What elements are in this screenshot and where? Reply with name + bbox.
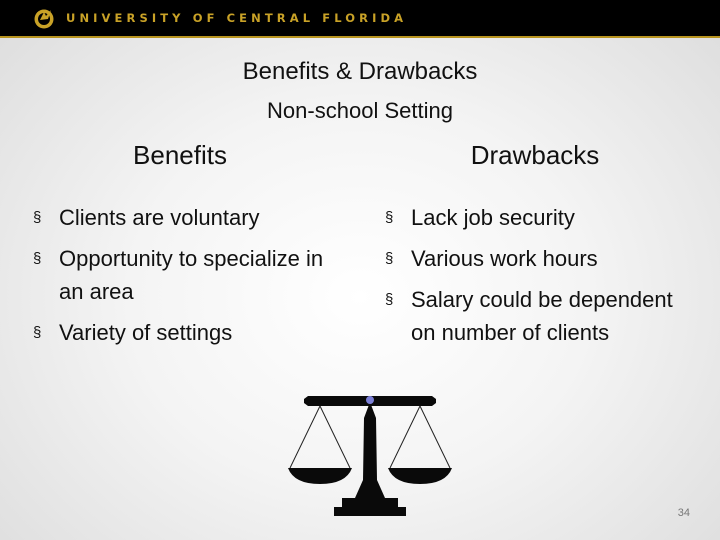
- list-item: [385, 242, 685, 275]
- pegasus-logo-icon: [33, 6, 55, 30]
- list-item: [33, 242, 333, 308]
- list-item-text: Various work hours: [411, 246, 598, 271]
- slide-subtitle: Non-school Setting: [267, 98, 453, 123]
- header-divider: [0, 36, 720, 38]
- list-item: [33, 316, 333, 349]
- bullet-icon: §: [385, 291, 394, 308]
- benefits-list: [33, 201, 333, 357]
- bullet-icon: §: [33, 209, 42, 226]
- balance-scale-icon: [280, 388, 460, 520]
- org-name: UNIVERSITY OF CENTRAL FLORIDA: [66, 11, 408, 25]
- list-item: [385, 283, 685, 349]
- bullet-icon: §: [385, 209, 394, 226]
- list-item: [33, 201, 333, 234]
- list-item-text: Clients are voluntary: [59, 205, 260, 230]
- list-item-text: Opportunity to specialize in an area: [59, 246, 324, 304]
- page-number: 34: [677, 507, 690, 519]
- bullet-icon: §: [33, 324, 42, 341]
- slide-title: Benefits & Drawbacks: [242, 58, 478, 85]
- drawbacks-heading: Drawbacks: [470, 140, 600, 170]
- bullet-icon: §: [385, 250, 394, 267]
- bullet-icon: §: [33, 250, 42, 267]
- list-item-text: Salary could be dependent on number of clients: [411, 287, 673, 345]
- benefits-heading: Benefits: [133, 140, 227, 170]
- list-item-text: Lack job security: [411, 205, 575, 230]
- drawbacks-list: [385, 201, 685, 357]
- list-item-text: Variety of settings: [59, 320, 233, 345]
- list-item: [385, 201, 685, 234]
